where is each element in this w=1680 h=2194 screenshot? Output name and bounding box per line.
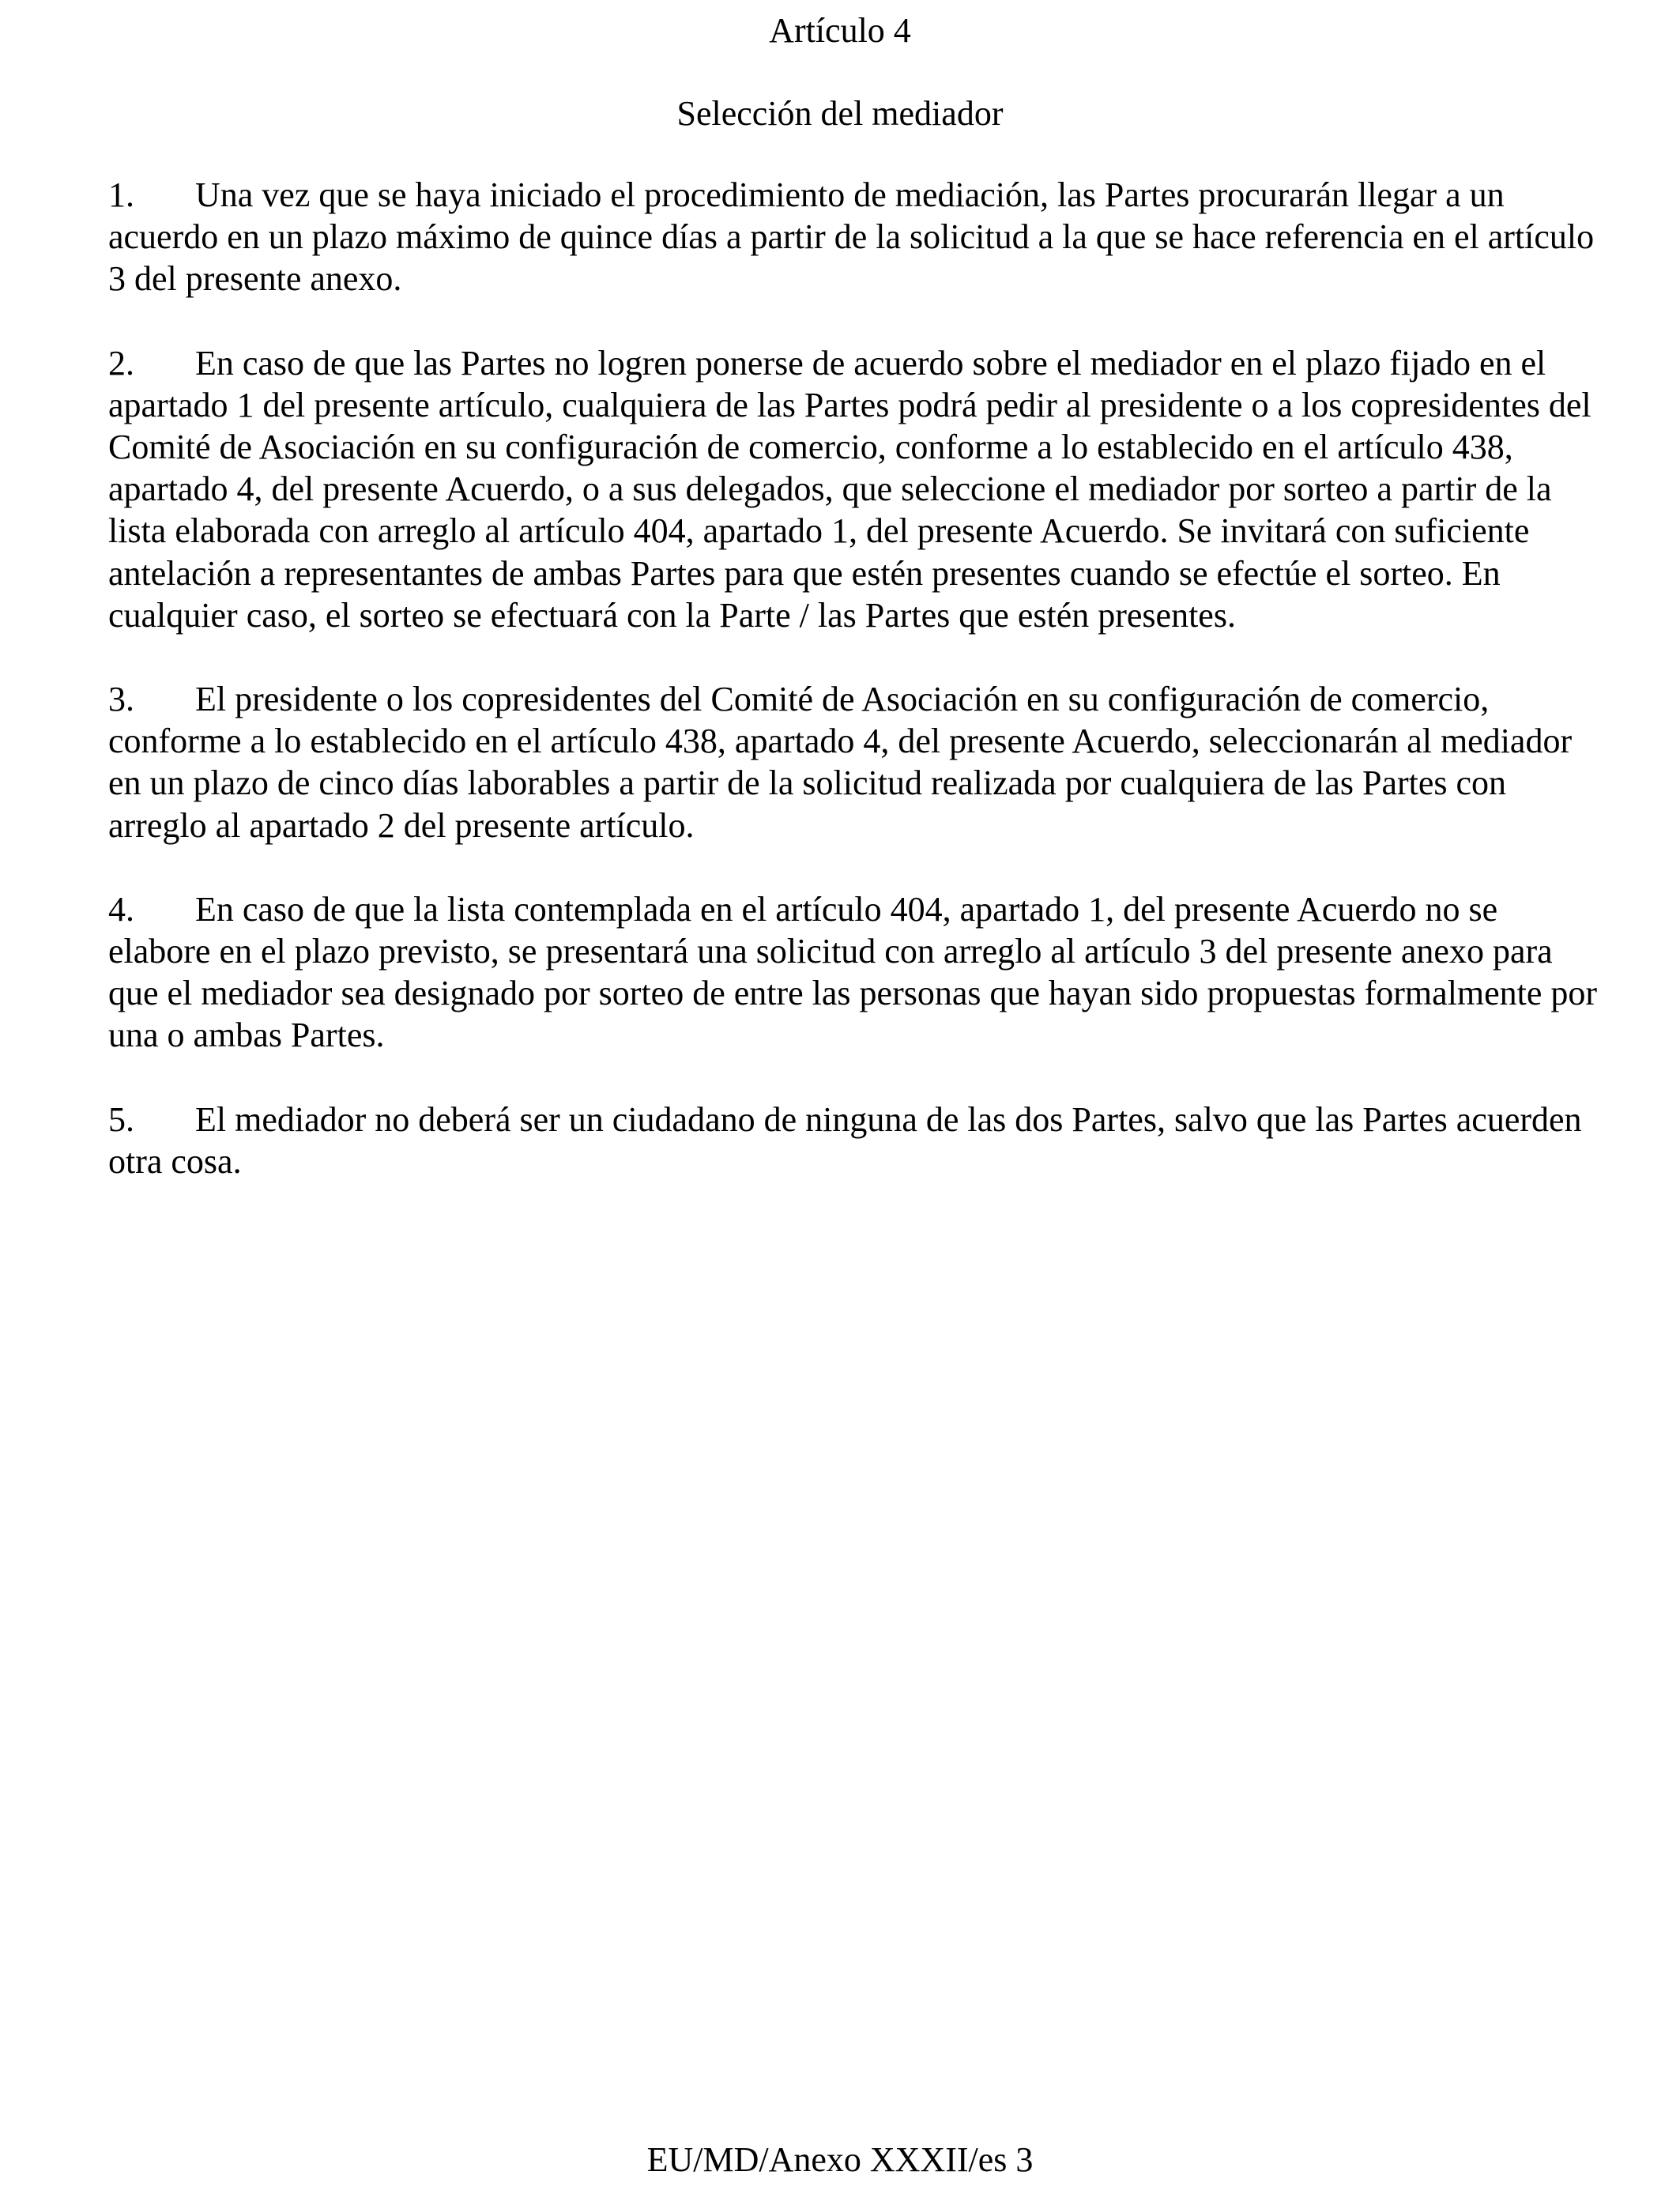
paragraph-4 (108, 888, 1606, 1057)
paragraph-3 (108, 678, 1606, 846)
paragraph-text: Una vez que se haya iniciado el procedimiento de mediación, las Partes procurarán llegar a un acuerdo en un plazo máximo de quince días a partir de la solicitud a la que se hace referencia en el artículo 3 del presente anexo. (108, 175, 1595, 299)
paragraph-text: El mediador no deberá ser un ciudadano de ninguna de las dos Partes, salvo que las Partes acuerden otra cosa. (108, 1099, 1582, 1181)
article-subtitle: Selección del mediador (676, 94, 1004, 133)
paragraph-number: 2. (108, 343, 134, 383)
page-footer-reference: EU/MD/Anexo XXXII/es 3 (646, 2140, 1034, 2179)
paragraph-5 (108, 1099, 1606, 1182)
paragraph-text: En caso de que la lista contemplada en el artículo 404, apartado 1, del presente Acuerdo no se elabore en el plazo previsto, se presentará una solicitud con arreglo al artículo 3 del presente anexo para que el mediador sea designado por sorteo de entre las personas que hayan sido propuestas formalmente por una o ambas Partes. (108, 889, 1598, 1055)
paragraph-number: 4. (108, 889, 134, 929)
paragraph-number: 3. (108, 680, 134, 719)
paragraph-number: 1. (108, 175, 134, 214)
paragraph-1 (108, 174, 1606, 300)
paragraph-number: 5. (108, 1099, 134, 1139)
paragraph-text: El presidente o los copresidentes del Comité de Asociación en su configuración de comercio, conforme a lo establecido en el artículo 438, apartado 4, del presente Acuerdo, seleccionarán al mediador en un plazo de cinco días laborables a partir de la solicitud realizada por cualquiera de las Partes con arreglo al apartado 2 del presente artículo. (108, 680, 1573, 845)
article-body (108, 174, 1606, 1224)
paragraph-2 (108, 342, 1606, 636)
paragraph-text: En caso de que las Partes no logren ponerse de acuerdo sobre el mediador en el plazo fijado en el apartado 1 del presente artículo, cualquiera de las Partes podrá pedir al presidente o a los copresidentes del Comité de Asociación en su configuración de comercio, conforme a lo establecido en el artículo 438, apartado 4, del presente Acuerdo, o a sus delegados, que seleccione el mediador por sorteo a partir de la lista elaborada con arreglo al artículo 404, apartado 1, del presente Acuerdo. Se invitará con suficiente antelación a representantes de ambas Partes para que estén presentes cuando se efectúe el sorteo. En cualquier caso, el sorteo se efectuará con la Parte / las Partes que estén presentes. (108, 343, 1591, 635)
article-title: Artículo 4 (769, 11, 911, 50)
